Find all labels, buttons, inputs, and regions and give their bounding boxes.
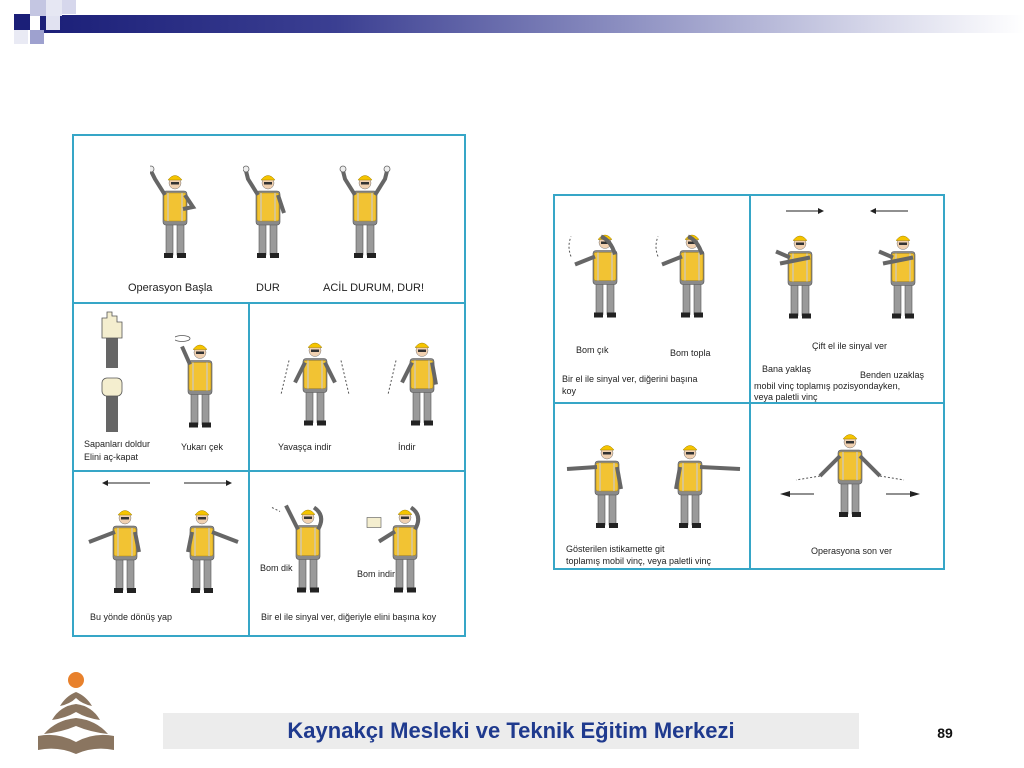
header-square bbox=[30, 30, 44, 44]
header-decoration bbox=[0, 0, 1024, 60]
worker-travel-right-figure bbox=[648, 430, 743, 540]
label-operasyon-basla: Operasyon Başla bbox=[128, 282, 213, 294]
worker-travel-left-figure bbox=[565, 430, 650, 540]
worker-stop-figure bbox=[243, 150, 293, 280]
hand-fist-icon bbox=[98, 372, 128, 434]
label-bir-el-sinyal-basina-koy: Bir el ile sinyal ver, diğeriyle elini başına koy bbox=[261, 612, 437, 622]
footer-title: Kaynakçı Mesleki ve Teknik Eğitim Merkezi bbox=[287, 718, 735, 743]
worker-move-away-figure bbox=[868, 218, 938, 333]
worker-emergency-stop-figure bbox=[335, 150, 395, 280]
label-bana-yaklas: Bana yaklaş bbox=[762, 364, 812, 374]
header-square bbox=[30, 0, 46, 16]
label-bom-dik: Bom dik bbox=[260, 563, 293, 573]
label-cift-el-sinyal: Çift el ile sinyal ver bbox=[812, 341, 888, 351]
label-toplamis-mobil-vinc: toplamış mobil vinç, veya paletli vinç bbox=[566, 556, 712, 566]
header-square bbox=[46, 16, 60, 30]
label-gosterilen-istikamette: Gösterilen istikamette git bbox=[566, 544, 665, 554]
label-sapanlari-doldur: Sapanları doldur bbox=[84, 439, 151, 449]
worker-start-figure bbox=[150, 150, 200, 280]
label-bu-yonde-donus-yap: Bu yönde dönüş yap bbox=[90, 612, 173, 622]
header-square bbox=[14, 30, 28, 44]
worker-swing-left-figure bbox=[85, 495, 165, 605]
header-square bbox=[46, 0, 62, 16]
arrow-right-icon bbox=[182, 478, 232, 488]
label-koy: koy bbox=[562, 386, 577, 396]
label-bir-el-sinyal-basina: Bir el ile sinyal ver, diğerini başına bbox=[562, 374, 698, 384]
worker-come-closer-figure bbox=[765, 218, 835, 333]
worker-swing-right-figure bbox=[162, 495, 242, 605]
book-plant-logo-icon bbox=[32, 670, 120, 756]
label-veya-paletli-vinc: veya paletli vinç bbox=[754, 392, 818, 402]
label-bom-cik: Bom çık bbox=[576, 345, 609, 355]
arrow-left-icon bbox=[870, 206, 910, 216]
worker-lower-figure bbox=[385, 325, 460, 440]
worker-boom-in-figure bbox=[652, 212, 732, 337]
label-yukari-cek: Yukarı çek bbox=[181, 442, 224, 452]
arrow-right-icon bbox=[784, 206, 824, 216]
header-square bbox=[62, 0, 76, 14]
label-bom-topla: Bom topla bbox=[670, 348, 711, 358]
worker-hoist-figure bbox=[175, 318, 225, 443]
label-indir: İndir bbox=[398, 442, 416, 452]
label-dur: DUR bbox=[256, 282, 280, 294]
header-gradient-bar bbox=[40, 15, 1024, 33]
label-elini-ac-kapat: Elini aç-kapat bbox=[84, 452, 139, 462]
worker-boom-down-figure bbox=[365, 488, 445, 603]
worker-boom-out-figure bbox=[565, 212, 645, 337]
page-number: 89 bbox=[937, 725, 953, 741]
label-mobil-vinc-toplamis: mobil vinç toplamış pozisyondayken, bbox=[754, 381, 901, 391]
label-yavasca-indir: Yavaşça indir bbox=[278, 442, 332, 452]
label-operasyona-son-ver: Operasyona son ver bbox=[811, 546, 893, 556]
header-square bbox=[14, 14, 30, 30]
worker-lower-slowly-figure bbox=[278, 325, 353, 440]
label-bom-indir: Bom indir bbox=[357, 569, 396, 579]
hand-open-icon bbox=[98, 310, 128, 370]
label-benden-uzaklas: Benden uzaklaş bbox=[860, 370, 925, 380]
arrow-left-icon bbox=[102, 478, 152, 488]
worker-boom-up-figure bbox=[268, 488, 348, 603]
label-acil-durum-dur: ACİL DURUM, DUR! bbox=[323, 282, 425, 294]
worker-end-operation-figure bbox=[780, 410, 920, 538]
